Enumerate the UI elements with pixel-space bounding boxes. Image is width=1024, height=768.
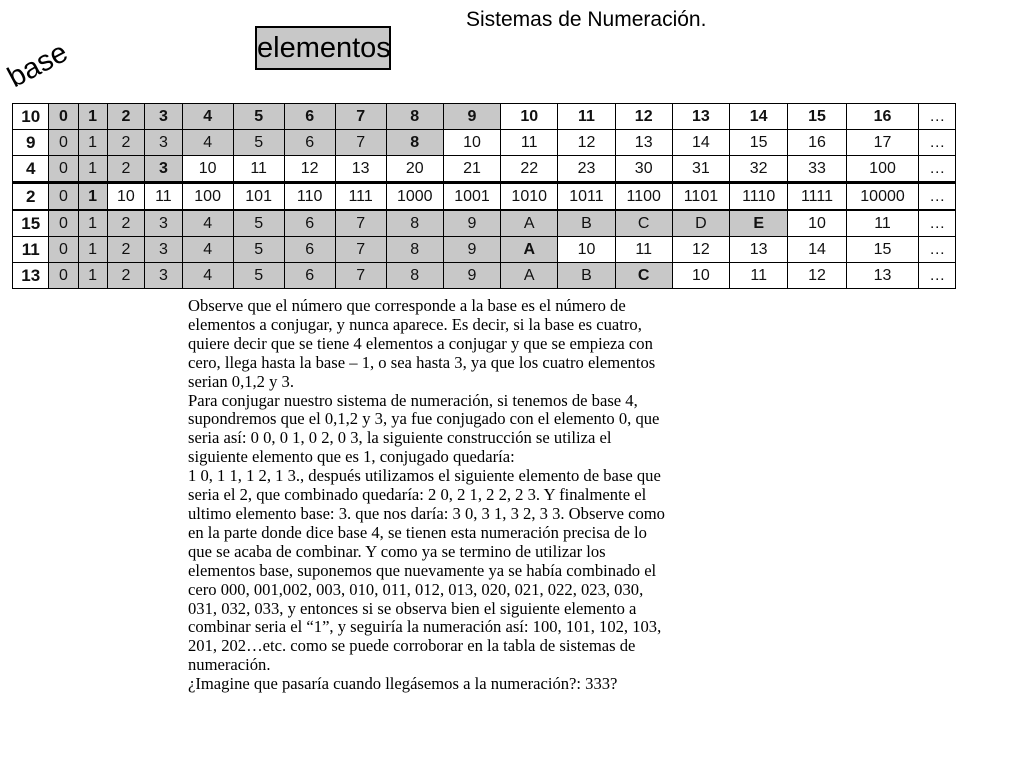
table-row: [13, 183, 956, 211]
text-line: que se acaba de combinar. Y como ya se termino de utilizar los: [188, 541, 606, 561]
digit-cell: …: [919, 183, 956, 211]
digit-cell: 14: [730, 104, 788, 130]
digit-cell: 11: [145, 183, 182, 211]
text-line: quiere decir que se tiene 4 elementos a conjugar y que se empieza con: [188, 333, 653, 353]
digit-cell: 1010: [501, 183, 558, 211]
digit-cell: D: [672, 210, 729, 237]
text-line: cero 000, 001,002, 003, 010, 011, 012, 013, 020, 021, 022, 023, 030,: [188, 579, 644, 599]
digit-cell: 15: [846, 237, 919, 263]
digit-cell: 2: [107, 130, 144, 156]
digit-cell: 0: [49, 104, 78, 130]
digit-cell: 1110: [730, 183, 788, 211]
base-cell: 13: [13, 263, 49, 289]
numeration-table: [12, 103, 956, 289]
digit-cell: 3: [145, 130, 182, 156]
numeration-table-container: [12, 103, 956, 293]
digit-cell: 3: [145, 237, 182, 263]
text-line: combinar seria el “1”, y seguiría la numeración así: 100, 101, 102, 103,: [188, 617, 662, 637]
digit-cell: 10000: [846, 183, 919, 211]
digit-cell: 0: [49, 237, 78, 263]
digit-cell: 1100: [615, 183, 672, 211]
table-row: [13, 104, 956, 130]
digit-cell: 16: [788, 130, 846, 156]
digit-cell: 10: [107, 183, 144, 211]
text-line: Para conjugar nuestro sistema de numeración, si tenemos de base 4,: [188, 390, 638, 410]
digit-cell: 2: [107, 104, 144, 130]
digit-cell: 10: [558, 237, 615, 263]
digit-cell: 101: [233, 183, 284, 211]
text-line: en la parte donde dice base 4, se tienen esta numeración precisa de lo: [188, 522, 647, 542]
digit-cell: 9: [443, 210, 500, 237]
text-line: elementos a conjugar, y nunca aparece. Es decir, si la base es cuatro,: [188, 314, 642, 334]
digit-cell: 3: [145, 263, 182, 289]
digit-cell: 7: [335, 237, 386, 263]
digit-cell: 2: [107, 263, 144, 289]
digit-cell: 4: [182, 263, 233, 289]
digit-cell: …: [919, 263, 956, 289]
digit-cell: 3: [145, 104, 182, 130]
digit-cell: 6: [284, 210, 335, 237]
text-line: numeración.: [188, 655, 271, 675]
digit-cell: 1: [78, 210, 107, 237]
digit-cell: 0: [49, 263, 78, 289]
digit-cell: 8: [386, 237, 443, 263]
digit-cell: 7: [335, 104, 386, 130]
digit-cell: 13: [615, 130, 672, 156]
text-line: seria el 2, que combinado quedaría: 2 0, 2 1, 2 2, 2 3. Y finalmente el: [188, 485, 647, 505]
digit-cell: 1: [78, 104, 107, 130]
digit-cell: C: [615, 263, 672, 289]
digit-cell: 31: [672, 156, 729, 183]
slide-title: Sistemas de Numeración.: [466, 8, 707, 31]
base-cell: 9: [13, 130, 49, 156]
digit-cell: 14: [788, 237, 846, 263]
digit-cell: 11: [730, 263, 788, 289]
table-row: [13, 237, 956, 263]
digit-cell: 2: [107, 237, 144, 263]
digit-cell: …: [919, 237, 956, 263]
digit-cell: 10: [672, 263, 729, 289]
digit-cell: 4: [182, 210, 233, 237]
digit-cell: 10: [182, 156, 233, 183]
digit-cell: 12: [615, 104, 672, 130]
digit-cell: 9: [443, 263, 500, 289]
digit-cell: 16: [846, 104, 919, 130]
digit-cell: 0: [49, 210, 78, 237]
digit-cell: 10: [501, 104, 558, 130]
digit-cell: 8: [386, 263, 443, 289]
digit-cell: B: [558, 263, 615, 289]
digit-cell: 5: [233, 263, 284, 289]
text-line: siguiente elemento que es 1, conjugado quedaría:: [188, 447, 515, 467]
digit-cell: 5: [233, 237, 284, 263]
digit-cell: 0: [49, 183, 78, 211]
text-line: 031, 032, 033, y entonces si se observa bien el siguiente elemento a: [188, 598, 637, 618]
digit-cell: 8: [386, 130, 443, 156]
text-line: elementos base, suponemos que nuevamente ya se había combinado el: [188, 560, 657, 580]
elementos-label-box: elementos: [255, 26, 391, 70]
digit-cell: …: [919, 210, 956, 237]
digit-cell: 9: [443, 104, 500, 130]
digit-cell: 2: [107, 210, 144, 237]
base-cell: 4: [13, 156, 49, 183]
digit-cell: 14: [672, 130, 729, 156]
digit-cell: 1001: [443, 183, 500, 211]
digit-cell: 15: [788, 104, 846, 130]
digit-cell: 12: [558, 130, 615, 156]
digit-cell: E: [730, 210, 788, 237]
digit-cell: 10: [443, 130, 500, 156]
digit-cell: 23: [558, 156, 615, 183]
digit-cell: 13: [730, 237, 788, 263]
digit-cell: 13: [335, 156, 386, 183]
digit-cell: 1011: [558, 183, 615, 211]
text-line: seria así: 0 0, 0 1, 0 2, 0 3, la siguiente construcción se utiliza el: [188, 428, 612, 448]
digit-cell: 4: [182, 237, 233, 263]
digit-cell: 6: [284, 263, 335, 289]
digit-cell: 0: [49, 156, 78, 183]
digit-cell: 33: [788, 156, 846, 183]
digit-cell: B: [558, 210, 615, 237]
digit-cell: 6: [284, 237, 335, 263]
digit-cell: 6: [284, 104, 335, 130]
text-line: supondremos que el 0,1,2 y 3, ya fue conjugado con el elemento 0, que: [188, 409, 660, 429]
digit-cell: 3: [145, 156, 182, 183]
digit-cell: 0: [49, 130, 78, 156]
table-row: [13, 263, 956, 289]
digit-cell: 13: [672, 104, 729, 130]
digit-cell: 10: [788, 210, 846, 237]
digit-cell: 6: [284, 130, 335, 156]
digit-cell: 11: [615, 237, 672, 263]
digit-cell: 111: [335, 183, 386, 211]
text-line: cero, llega hasta la base – 1, o sea hasta 3, ya que los cuatro elementos: [188, 352, 656, 372]
digit-cell: 11: [846, 210, 919, 237]
digit-cell: 12: [284, 156, 335, 183]
text-line: serian 0,1,2 y 3.: [188, 371, 294, 391]
digit-cell: …: [919, 104, 956, 130]
digit-cell: 12: [788, 263, 846, 289]
digit-cell: 110: [284, 183, 335, 211]
table-row: [13, 156, 956, 183]
digit-cell: 8: [386, 104, 443, 130]
digit-cell: 7: [335, 210, 386, 237]
digit-cell: 100: [846, 156, 919, 183]
digit-cell: 2: [107, 156, 144, 183]
digit-cell: C: [615, 210, 672, 237]
digit-cell: 8: [386, 210, 443, 237]
table-row: [13, 130, 956, 156]
digit-cell: 1: [78, 263, 107, 289]
base-axis-label: base: [2, 36, 74, 95]
digit-cell: 3: [145, 210, 182, 237]
digit-cell: 5: [233, 130, 284, 156]
digit-cell: 1: [78, 237, 107, 263]
digit-cell: 9: [443, 237, 500, 263]
digit-cell: 15: [730, 130, 788, 156]
digit-cell: 1: [78, 130, 107, 156]
digit-cell: …: [919, 130, 956, 156]
digit-cell: 1: [78, 156, 107, 183]
digit-cell: 30: [615, 156, 672, 183]
digit-cell: A: [501, 210, 558, 237]
digit-cell: 1: [78, 183, 107, 211]
digit-cell: 1000: [386, 183, 443, 211]
digit-cell: 22: [501, 156, 558, 183]
base-cell: 15: [13, 210, 49, 237]
text-line: 201, 202…etc. como se puede corroborar en la tabla de sistemas de: [188, 636, 636, 656]
base-cell: 2: [13, 183, 49, 211]
digit-cell: …: [919, 156, 956, 183]
digit-cell: 21: [443, 156, 500, 183]
explanation-text: [188, 297, 848, 694]
digit-cell: 12: [672, 237, 729, 263]
digit-cell: 1111: [788, 183, 846, 211]
digit-cell: A: [501, 237, 558, 263]
digit-cell: 32: [730, 156, 788, 183]
numeration-table-body: [13, 104, 956, 289]
text-line: ultimo elemento base: 3. que nos daría: 3 0, 3 1, 3 2, 3 3. Observe como: [188, 503, 665, 523]
digit-cell: A: [501, 263, 558, 289]
digit-cell: 11: [501, 130, 558, 156]
digit-cell: 20: [386, 156, 443, 183]
digit-cell: 4: [182, 104, 233, 130]
digit-cell: 7: [335, 263, 386, 289]
base-cell: 10: [13, 104, 49, 130]
text-line: Observe que el número que corresponde a la base es el número de: [188, 296, 626, 315]
digit-cell: 13: [846, 263, 919, 289]
digit-cell: 1101: [672, 183, 729, 211]
digit-cell: 11: [558, 104, 615, 130]
text-line: 1 0, 1 1, 1 2, 1 3., después utilizamos el siguiente elemento de base que: [188, 466, 661, 486]
digit-cell: 5: [233, 210, 284, 237]
text-line: ¿Imagine que pasaría cuando llegásemos a la numeración?: 333?: [188, 674, 618, 694]
digit-cell: 5: [233, 104, 284, 130]
digit-cell: 4: [182, 130, 233, 156]
digit-cell: 11: [233, 156, 284, 183]
digit-cell: 100: [182, 183, 233, 211]
base-cell: 11: [13, 237, 49, 263]
digit-cell: 7: [335, 130, 386, 156]
table-row: [13, 210, 956, 237]
digit-cell: 17: [846, 130, 919, 156]
